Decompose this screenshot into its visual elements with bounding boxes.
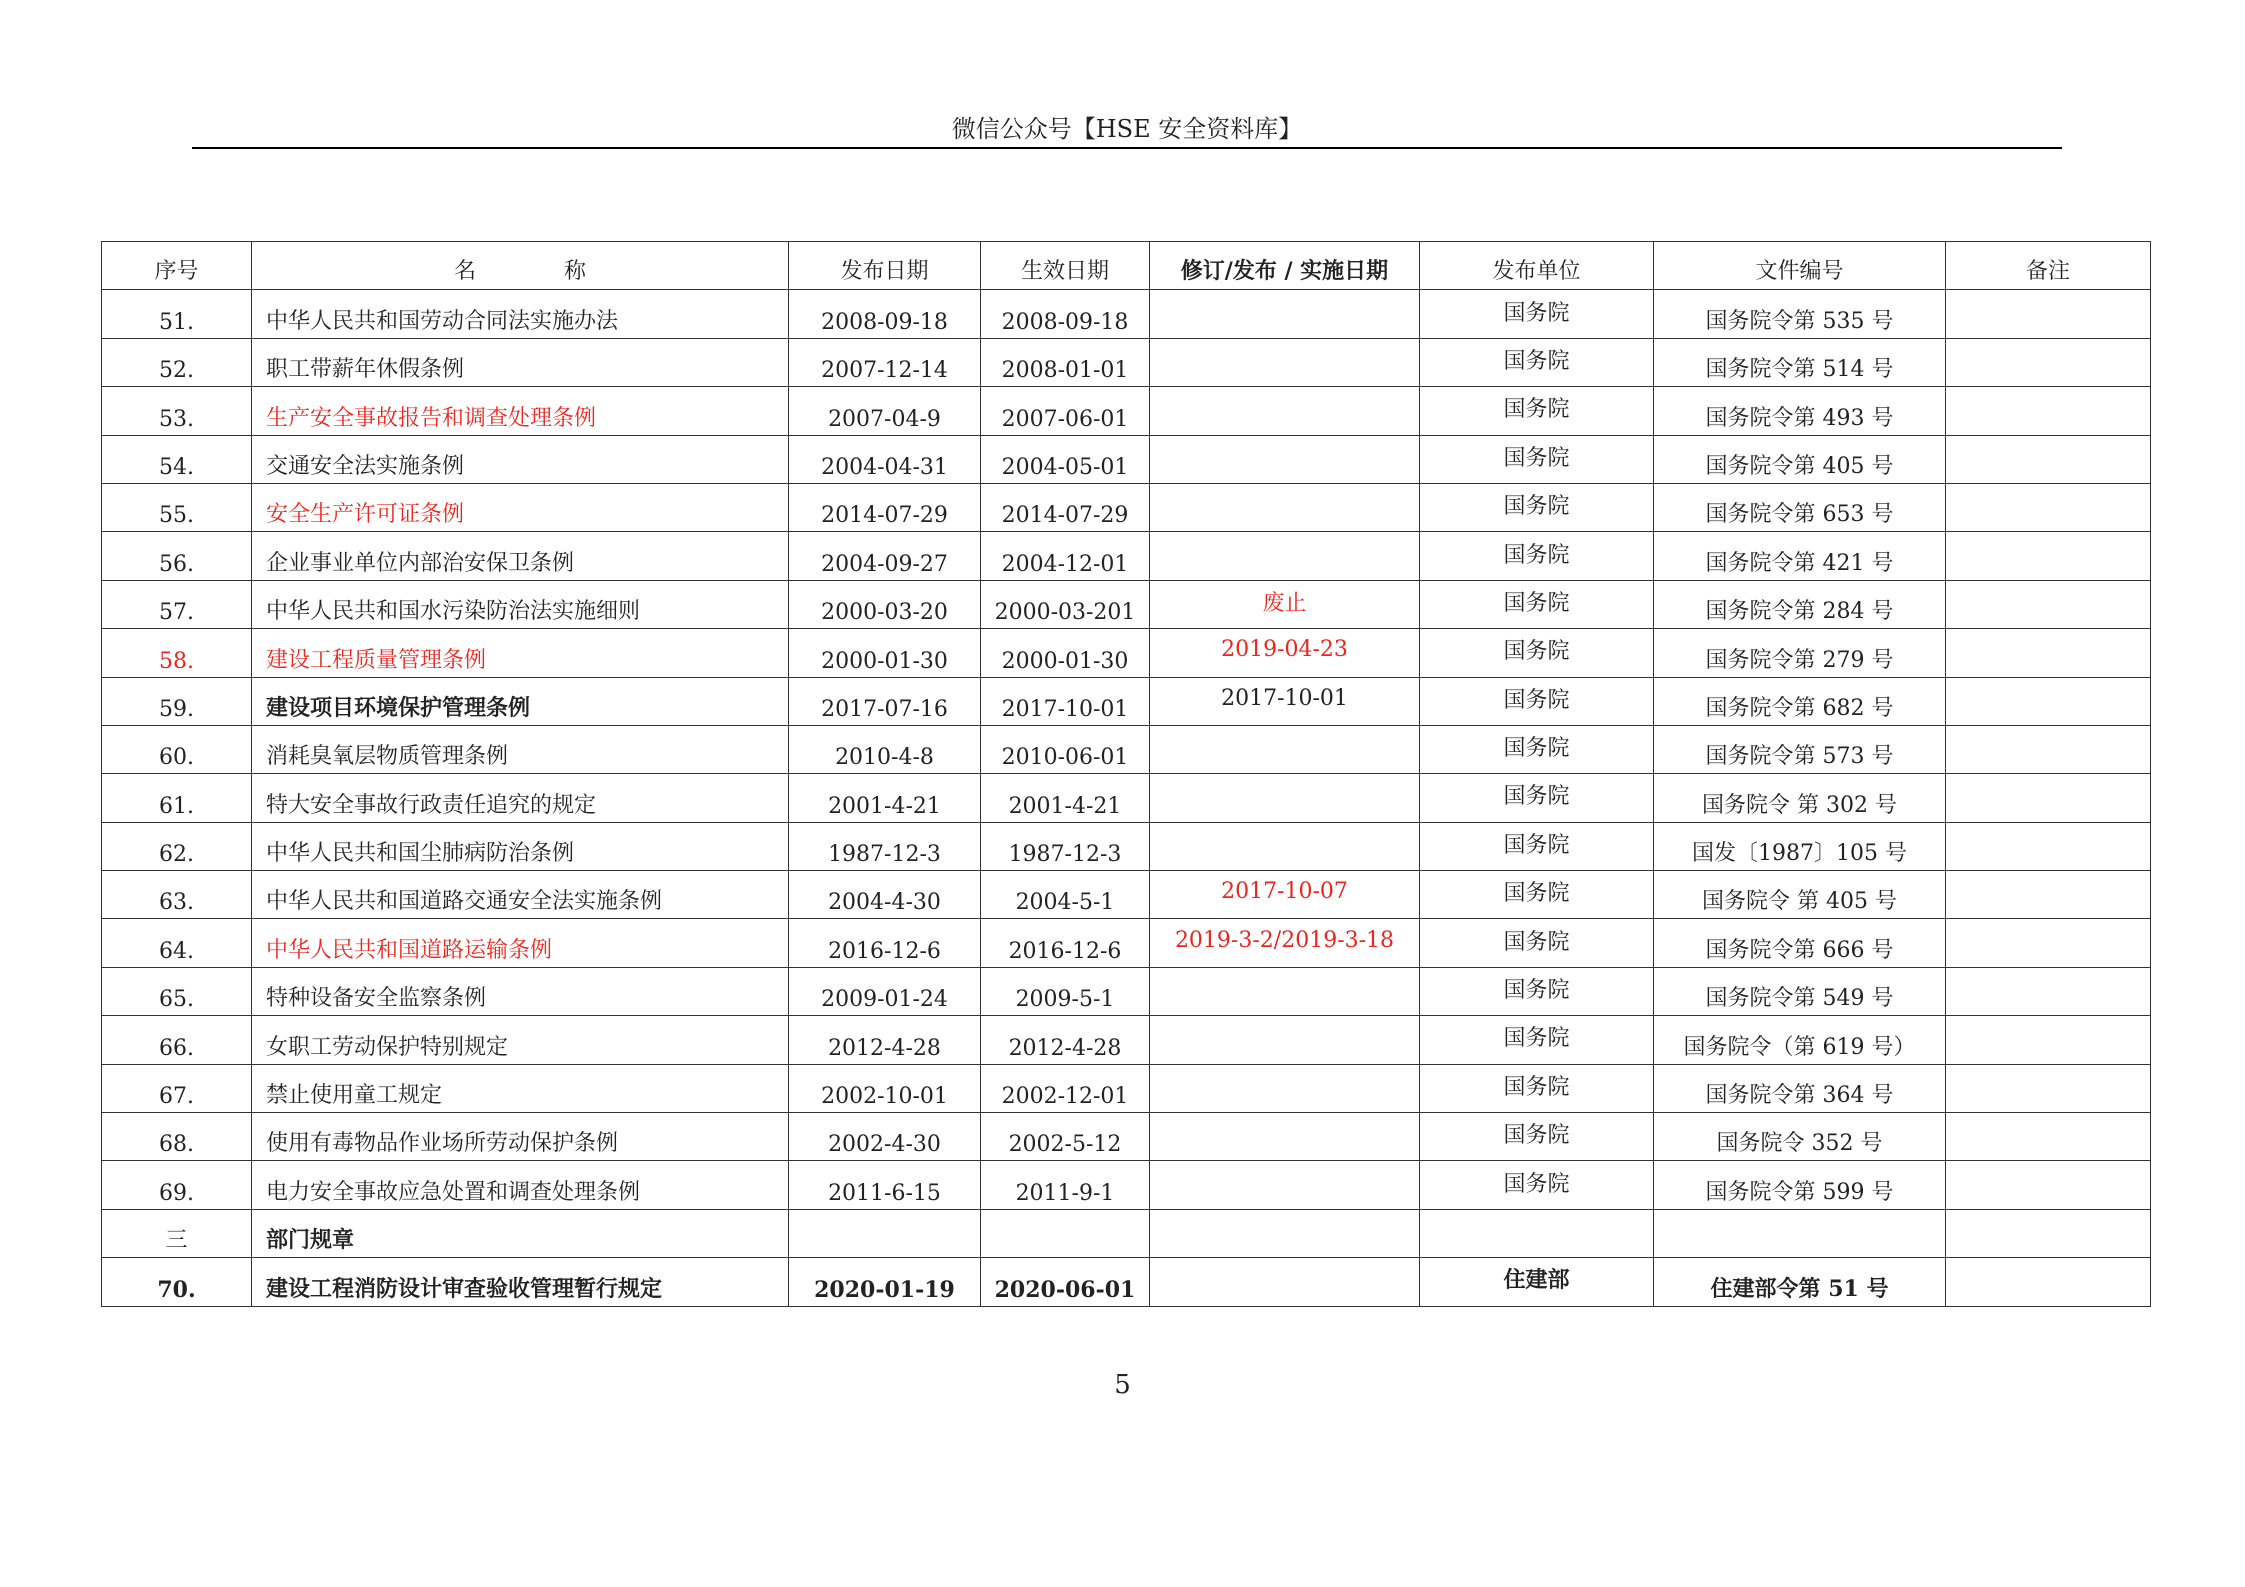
issuing-unit: 国务院 (1420, 338, 1654, 386)
table-row (102, 822, 2151, 870)
document-number: 国务院令第 653 号 (1654, 483, 1946, 531)
revision-date (1150, 338, 1420, 386)
document-number: 国务院令（第 619 号） (1654, 1016, 1946, 1064)
revision-date (1150, 1113, 1420, 1161)
row-number: 52. (102, 338, 252, 386)
remark (1946, 774, 2151, 822)
publish-date: 2004-09-27 (789, 532, 981, 580)
revision-date (1150, 1161, 1420, 1209)
publish-date: 2020-01-19 (789, 1258, 981, 1306)
revision-date: 2019-3-2/2019-3-18 (1150, 919, 1420, 967)
remark (1946, 1161, 2151, 1209)
remark (1946, 483, 2151, 531)
remark (1946, 822, 2151, 870)
regulation-name: 电力安全事故应急处置和调查处理条例 (252, 1161, 789, 1209)
document-number: 国务院令第 549 号 (1654, 967, 1946, 1015)
regulation-name: 建设工程消防设计审查验收管理暂行规定 (252, 1258, 789, 1306)
document-number: 国务院令第 666 号 (1654, 919, 1946, 967)
table-row (102, 338, 2151, 386)
issuing-unit: 住建部 (1420, 1258, 1654, 1306)
publish-date: 2002-10-01 (789, 1064, 981, 1112)
remark (1946, 1209, 2151, 1257)
document-number: 国务院令 第 405 号 (1654, 871, 1946, 919)
issuing-unit: 国务院 (1420, 290, 1654, 338)
regulation-name: 中华人民共和国尘肺病防治条例 (252, 822, 789, 870)
document-number: 国发〔1987〕105 号 (1654, 822, 1946, 870)
document-number: 国务院令第 421 号 (1654, 532, 1946, 580)
effective-date: 2001-4-21 (981, 774, 1150, 822)
issuing-unit: 国务院 (1420, 387, 1654, 435)
effective-date: 2020-06-01 (981, 1258, 1150, 1306)
document-number: 国务院令 352 号 (1654, 1113, 1946, 1161)
document-number: 国务院令第 599 号 (1654, 1161, 1946, 1209)
revision-date (1150, 822, 1420, 870)
issuing-unit: 国务院 (1420, 774, 1654, 822)
col-header-name: 名 称 (252, 242, 789, 290)
document-number: 国务院令第 535 号 (1654, 290, 1946, 338)
page-number: 5 (1114, 1370, 1131, 1400)
regulation-name: 企业事业单位内部治安保卫条例 (252, 532, 789, 580)
table-row (102, 1258, 2151, 1306)
document-number: 国务院令第 493 号 (1654, 387, 1946, 435)
table-row (102, 871, 2151, 919)
publish-date: 2016-12-6 (789, 919, 981, 967)
revision-date: 废止 (1150, 580, 1420, 628)
remark (1946, 338, 2151, 386)
revision-date (1150, 290, 1420, 338)
table-row (102, 967, 2151, 1015)
row-number: 61. (102, 774, 252, 822)
issuing-unit: 国务院 (1420, 483, 1654, 531)
publish-date: 2017-07-16 (789, 677, 981, 725)
regulation-name: 交通安全法实施条例 (252, 435, 789, 483)
remark (1946, 725, 2151, 773)
regulation-name: 中华人民共和国道路交通安全法实施条例 (252, 871, 789, 919)
remark (1946, 1064, 2151, 1112)
revision-date (1150, 725, 1420, 773)
publish-date (789, 1209, 981, 1257)
remark (1946, 629, 2151, 677)
remark (1946, 1016, 2151, 1064)
publish-date: 2011-6-15 (789, 1161, 981, 1209)
document-number: 国务院令第 682 号 (1654, 677, 1946, 725)
table-row (102, 919, 2151, 967)
revision-date (1150, 774, 1420, 822)
remark (1946, 290, 2151, 338)
effective-date: 2014-07-29 (981, 483, 1150, 531)
document-number: 国务院令第 364 号 (1654, 1064, 1946, 1112)
regulation-name: 特种设备安全监察条例 (252, 967, 789, 1015)
revision-date (1150, 1258, 1420, 1306)
document-number: 国务院令 第 302 号 (1654, 774, 1946, 822)
effective-date: 2002-5-12 (981, 1113, 1150, 1161)
issuing-unit: 国务院 (1420, 1064, 1654, 1112)
table-row (102, 532, 2151, 580)
document-number: 国务院令第 279 号 (1654, 629, 1946, 677)
issuing-unit: 国务院 (1420, 967, 1654, 1015)
row-number: 57. (102, 580, 252, 628)
revision-date (1150, 387, 1420, 435)
effective-date: 2000-01-30 (981, 629, 1150, 677)
effective-date: 2009-5-1 (981, 967, 1150, 1015)
regulations-table (101, 241, 2151, 1307)
row-number: 64. (102, 919, 252, 967)
remark (1946, 387, 2151, 435)
col-header-no: 序号 (102, 242, 252, 290)
regulation-name: 生产安全事故报告和调查处理条例 (252, 387, 789, 435)
issuing-unit (1420, 1209, 1654, 1257)
table-row (102, 1064, 2151, 1112)
revision-date: 2017-10-07 (1150, 871, 1420, 919)
table-row (102, 290, 2151, 338)
remark (1946, 1113, 2151, 1161)
row-number: 66. (102, 1016, 252, 1064)
publish-date: 2001-4-21 (789, 774, 981, 822)
header-divider (192, 147, 2062, 149)
issuing-unit: 国务院 (1420, 435, 1654, 483)
remark (1946, 871, 2151, 919)
col-header-pub-date: 发布日期 (789, 242, 981, 290)
table-row (102, 1016, 2151, 1064)
row-number: 63. (102, 871, 252, 919)
revision-date: 2019-04-23 (1150, 629, 1420, 677)
issuing-unit: 国务院 (1420, 677, 1654, 725)
regulation-name: 中华人民共和国水污染防治法实施细则 (252, 580, 789, 628)
remark (1946, 580, 2151, 628)
row-number: 60. (102, 725, 252, 773)
issuing-unit: 国务院 (1420, 822, 1654, 870)
publish-date: 2010-4-8 (789, 725, 981, 773)
col-header-eff-date: 生效日期 (981, 242, 1150, 290)
table-row (102, 1161, 2151, 1209)
issuing-unit: 国务院 (1420, 629, 1654, 677)
revision-date (1150, 1064, 1420, 1112)
regulation-name: 特大安全事故行政责任追究的规定 (252, 774, 789, 822)
regulation-name: 使用有毒物品作业场所劳动保护条例 (252, 1113, 789, 1161)
document-number: 国务院令第 514 号 (1654, 338, 1946, 386)
col-header-unit: 发布单位 (1420, 242, 1654, 290)
publish-date: 2007-12-14 (789, 338, 981, 386)
effective-date: 2000-03-201 (981, 580, 1150, 628)
effective-date: 2008-01-01 (981, 338, 1150, 386)
row-number: 54. (102, 435, 252, 483)
remark (1946, 435, 2151, 483)
table-row (102, 677, 2151, 725)
publish-date: 2004-04-31 (789, 435, 981, 483)
remark (1946, 919, 2151, 967)
publish-date: 1987-12-3 (789, 822, 981, 870)
remark (1946, 967, 2151, 1015)
document-number: 住建部令第 51 号 (1654, 1258, 1946, 1306)
effective-date: 2010-06-01 (981, 725, 1150, 773)
col-header-note: 备注 (1946, 242, 2151, 290)
page-header-title: 微信公众号【HSE 安全资料库】 (951, 115, 1303, 143)
table-row (102, 725, 2151, 773)
row-number: 51. (102, 290, 252, 338)
row-number: 68. (102, 1113, 252, 1161)
table-row (102, 435, 2151, 483)
row-number: 70. (102, 1258, 252, 1306)
publish-date: 2008-09-18 (789, 290, 981, 338)
row-number: 53. (102, 387, 252, 435)
revision-date (1150, 967, 1420, 1015)
publish-date: 2012-4-28 (789, 1016, 981, 1064)
table-row (102, 580, 2151, 628)
revision-date: 2017-10-01 (1150, 677, 1420, 725)
regulation-name: 建设项目环境保护管理条例 (252, 677, 789, 725)
regulation-name: 部门规章 (252, 1209, 789, 1257)
effective-date: 2007-06-01 (981, 387, 1150, 435)
issuing-unit: 国务院 (1420, 871, 1654, 919)
regulation-name: 安全生产许可证条例 (252, 483, 789, 531)
issuing-unit: 国务院 (1420, 532, 1654, 580)
effective-date: 2008-09-18 (981, 290, 1150, 338)
effective-date (981, 1209, 1150, 1257)
row-number: 55. (102, 483, 252, 531)
table-row (102, 483, 2151, 531)
row-number: 69. (102, 1161, 252, 1209)
issuing-unit: 国务院 (1420, 919, 1654, 967)
row-number: 65. (102, 967, 252, 1015)
issuing-unit: 国务院 (1420, 1016, 1654, 1064)
row-number: 56. (102, 532, 252, 580)
row-number: 67. (102, 1064, 252, 1112)
document-number: 国务院令第 573 号 (1654, 725, 1946, 773)
publish-date: 2002-4-30 (789, 1113, 981, 1161)
table-row (102, 1209, 2151, 1257)
revision-date (1150, 1209, 1420, 1257)
regulation-name: 中华人民共和国劳动合同法实施办法 (252, 290, 789, 338)
revision-date (1150, 1016, 1420, 1064)
effective-date: 2004-5-1 (981, 871, 1150, 919)
regulation-name: 女职工劳动保护特别规定 (252, 1016, 789, 1064)
document-number (1654, 1209, 1946, 1257)
regulation-name: 建设工程质量管理条例 (252, 629, 789, 677)
remark (1946, 1258, 2151, 1306)
issuing-unit: 国务院 (1420, 580, 1654, 628)
publish-date: 2000-01-30 (789, 629, 981, 677)
document-number: 国务院令第 405 号 (1654, 435, 1946, 483)
document-number: 国务院令第 284 号 (1654, 580, 1946, 628)
effective-date: 2016-12-6 (981, 919, 1150, 967)
row-number: 59. (102, 677, 252, 725)
table-row (102, 774, 2151, 822)
publish-date: 2009-01-24 (789, 967, 981, 1015)
revision-date (1150, 532, 1420, 580)
col-header-rev-date: 修订/发布 / 实施日期 (1150, 242, 1420, 290)
effective-date: 2002-12-01 (981, 1064, 1150, 1112)
publish-date: 2007-04-9 (789, 387, 981, 435)
regulation-name: 中华人民共和国道路运输条例 (252, 919, 789, 967)
row-number: 62. (102, 822, 252, 870)
effective-date: 2017-10-01 (981, 677, 1150, 725)
revision-date (1150, 435, 1420, 483)
effective-date: 1987-12-3 (981, 822, 1150, 870)
effective-date: 2011-9-1 (981, 1161, 1150, 1209)
regulation-name: 消耗臭氧层物质管理条例 (252, 725, 789, 773)
row-number: 58. (102, 629, 252, 677)
table-header-row (102, 242, 2151, 290)
effective-date: 2004-05-01 (981, 435, 1150, 483)
issuing-unit: 国务院 (1420, 1161, 1654, 1209)
regulation-name: 职工带薪年休假条例 (252, 338, 789, 386)
regulation-name: 禁止使用童工规定 (252, 1064, 789, 1112)
remark (1946, 677, 2151, 725)
table-row (102, 629, 2151, 677)
revision-date (1150, 483, 1420, 531)
col-header-doc-no: 文件编号 (1654, 242, 1946, 290)
table-row (102, 387, 2151, 435)
publish-date: 2004-4-30 (789, 871, 981, 919)
row-number: 三 (102, 1209, 252, 1257)
table-row (102, 1113, 2151, 1161)
publish-date: 2014-07-29 (789, 483, 981, 531)
effective-date: 2004-12-01 (981, 532, 1150, 580)
issuing-unit: 国务院 (1420, 1113, 1654, 1161)
issuing-unit: 国务院 (1420, 725, 1654, 773)
remark (1946, 532, 2151, 580)
effective-date: 2012-4-28 (981, 1016, 1150, 1064)
publish-date: 2000-03-20 (789, 580, 981, 628)
